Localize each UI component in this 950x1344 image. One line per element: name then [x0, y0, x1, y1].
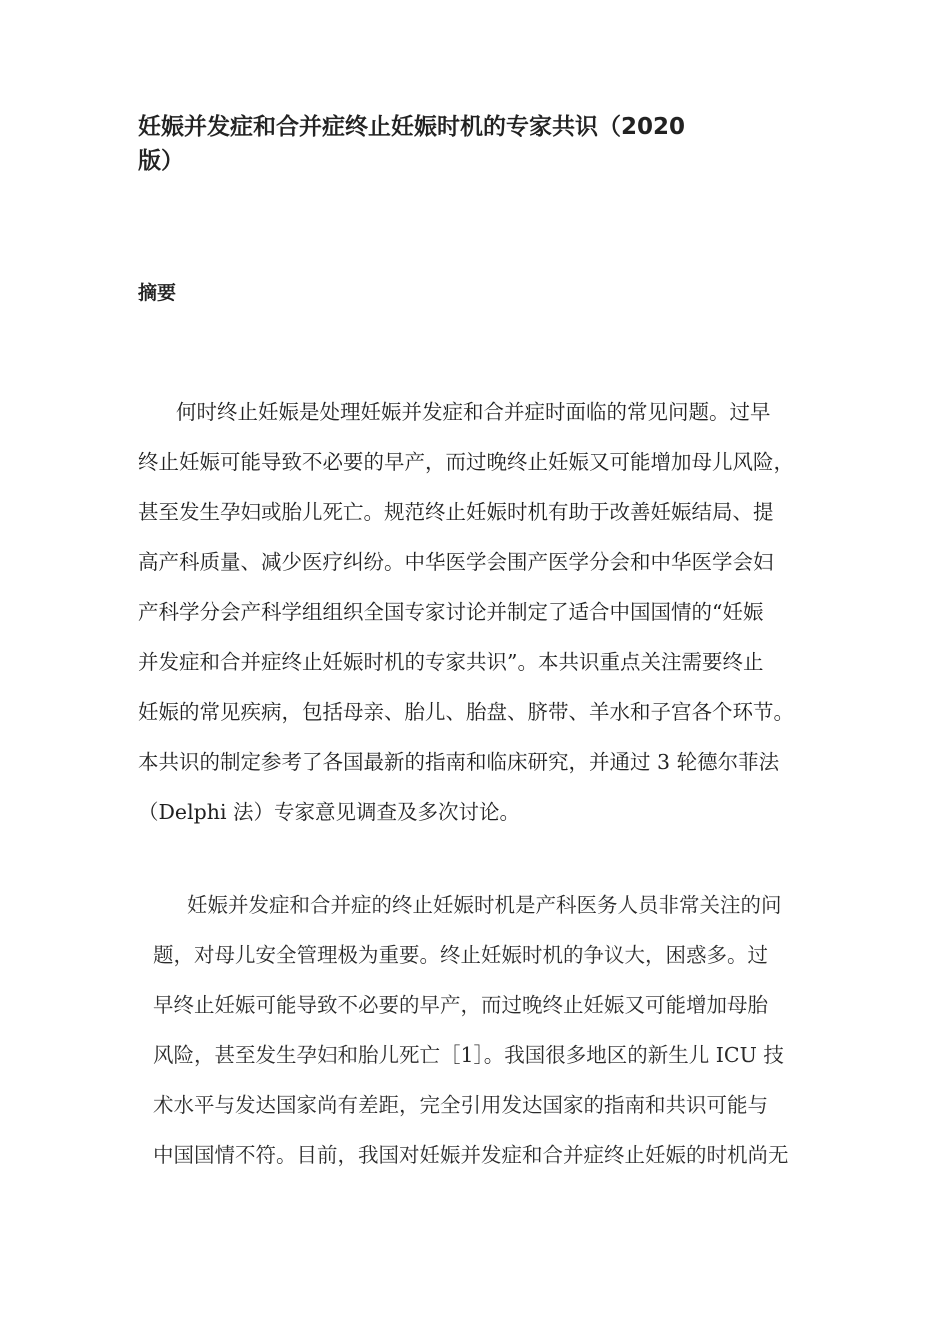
paragraph-line: 风险，甚至发生孕妇和胎儿死亡［1］。我国很多地区的新生儿 ICU 技 — [153, 1043, 784, 1067]
title-line: 版） — [138, 148, 184, 174]
paragraph-line: 妊娠的常见疾病，包括母亲、胎儿、胎盘、脐带、羊水和子宫各个环节。 — [138, 700, 794, 724]
paragraph-line: 甚至发生孕妇或胎儿死亡。规范终止妊娠时机有助于改善妊娠结局、提 — [138, 500, 774, 524]
paragraph-line: 中国国情不符。目前，我国对妊娠并发症和合并症终止妊娠的时机尚无 — [153, 1143, 789, 1167]
paragraph-line: 并发症和合并症终止妊娠时机的专家共识”。本共识重点关注需要终止 — [138, 650, 764, 674]
paragraph-line: 终止妊娠可能导致不必要的早产，而过晚终止妊娠又可能增加母儿风险， — [138, 450, 794, 474]
body-paragraph — [153, 880, 813, 1180]
paragraph-line: 产科学分会产科学组组织全国专家讨论并制定了适合中国国情的“妊娠 — [138, 600, 764, 624]
abstract-heading: 摘要 — [138, 282, 177, 304]
abstract-paragraph — [138, 387, 828, 837]
paragraph-line: 何时终止妊娠是处理妊娠并发症和合并症时面临的常见问题。过早 — [176, 400, 771, 424]
document-title — [138, 110, 778, 178]
paragraph-line: 本共识的制定参考了各国最新的指南和临床研究，并通过 3 轮德尔菲法 — [138, 750, 780, 774]
paragraph-line: 早终止妊娠可能导致不必要的早产，而过晚终止妊娠又可能增加母胎 — [153, 993, 768, 1017]
paragraph-line: 妊娠并发症和合并症的终止妊娠时机是产科医务人员非常关注的问 — [187, 893, 782, 917]
paragraph-line: 术水平与发达国家尚有差距，完全引用发达国家的指南和共识可能与 — [153, 1093, 768, 1117]
title-line: 妊娠并发症和合并症终止妊娠时机的专家共识（2020 — [138, 114, 686, 140]
paragraph-line: 高产科质量、减少医疗纠纷。中华医学会围产医学分会和中华医学会妇 — [138, 550, 774, 574]
paragraph-line: （Delphi 法）专家意见调查及多次讨论。 — [138, 800, 521, 824]
paragraph-line: 题，对母儿安全管理极为重要。终止妊娠时机的争议大，困惑多。过 — [153, 943, 768, 967]
